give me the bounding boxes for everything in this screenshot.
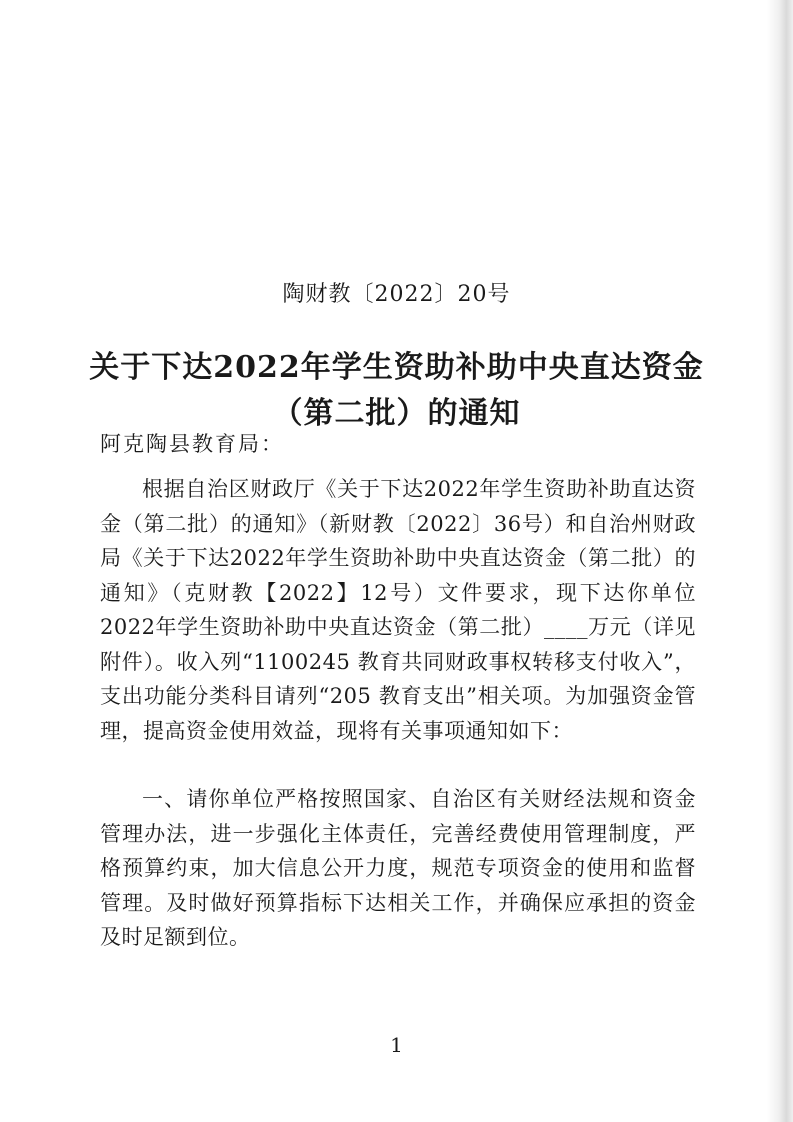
body-paragraph-2: 一、请你单位严格按照国家、自治区有关财经法规和资金管理办法，进一步强化主体责任，完善经费使用管理制度，严格预算约束，加大信息公开力度，规范专项资金的使用和监督管理。及时做好预算指标下达相关工作，并确保应承担的资金及时足额到位。 (100, 787, 696, 949)
document-number: 陶财教〔2022〕20号 (282, 282, 511, 307)
document-title (60, 345, 733, 437)
body-paragraph-1: 根据自治区财政厅《关于下达2022年学生资助补助直达资金（第二批）的通知》（新财教〔2022〕36号）和自治州财政局《关于下达2022年学生资助补助中央直达资金（第二批）的通知》（克财教【2022】12号）文件要求，现下达你单位2022年学生资助补助中央直达资金（第二批）____万元（详见附件）。收入列“1100245 教育共同财政事权转移支付收入”，支出功能分类科目请列“205 教育支出”相关项。为加强资金管理，提高资金使用效益，现将有关事项通知如下： (100, 477, 696, 743)
addressee: 阿克陶县教育局： (100, 432, 284, 456)
scan-shadow-edge (767, 0, 793, 1122)
title-line-1: 关于下达2022年学生资助补助中央直达资金 (89, 350, 704, 385)
title-line-2: （第二批）的通知 (272, 396, 521, 431)
page-number: 1 (390, 1033, 403, 1057)
